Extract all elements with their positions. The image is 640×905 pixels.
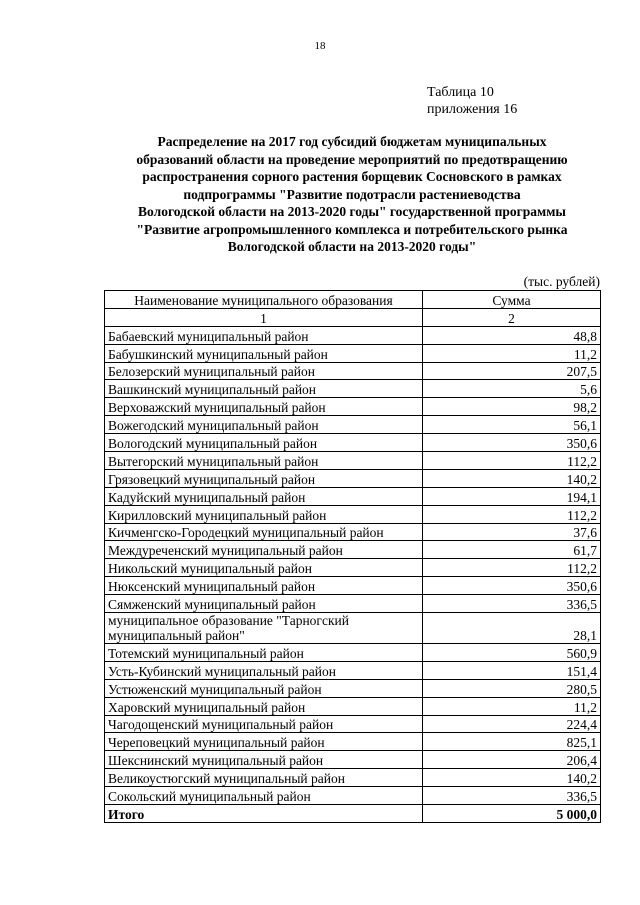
table-row: [105, 613, 601, 644]
table-row: [105, 434, 601, 452]
table-row: [105, 751, 601, 769]
subsidy-amount: 336,5: [423, 787, 601, 805]
table-row: [105, 452, 601, 470]
municipality-name: Тотемский муниципальный район: [105, 644, 423, 662]
table-row: [105, 469, 601, 487]
municipality-name: Вашкинский муниципальный район: [105, 380, 423, 398]
table-row: [105, 326, 601, 344]
municipality-name: Бабаевский муниципальный район: [105, 326, 423, 344]
subsidy-amount: 56,1: [423, 416, 601, 434]
subsidy-amount: 140,2: [423, 469, 601, 487]
municipality-name: Белозерский муниципальный район: [105, 362, 423, 380]
subsidy-amount: 206,4: [423, 751, 601, 769]
subsidy-amount: 98,2: [423, 398, 601, 416]
subsidy-amount: 48,8: [423, 326, 601, 344]
municipality-name: Кирилловский муниципальный район: [105, 505, 423, 523]
page-number: 18: [314, 40, 326, 52]
municipality-name: Великоустюгский муниципальный район: [105, 769, 423, 787]
subsidy-amount: 140,2: [423, 769, 601, 787]
table-row: [105, 577, 601, 595]
table-row: [105, 644, 601, 662]
subsidy-amount: 336,5: [423, 595, 601, 613]
subsidy-amount: 350,6: [423, 434, 601, 452]
municipality-name: Чагодощенский муниципальный район: [105, 715, 423, 733]
title-line: распространения сорного растения борщевик Сосновского в рамках: [142, 169, 562, 184]
table-row: [105, 769, 601, 787]
municipality-name: Грязовецкий муниципальный район: [105, 469, 423, 487]
title-line: Вологодской области на 2013-2020 годы": [227, 239, 477, 254]
table-row: [105, 380, 601, 398]
municipality-name: Усть-Кубинский муниципальный район: [105, 661, 423, 679]
subsidy-amount: 112,2: [423, 452, 601, 470]
subsidy-amount: 151,4: [423, 661, 601, 679]
municipality-name: Харовский муниципальный район: [105, 697, 423, 715]
municipality-name-line: муниципальное образование "Тарногский: [108, 613, 349, 629]
title-line: подпрограммы "Развитие подотрасли растениеводства: [183, 186, 521, 202]
table-row: [105, 541, 601, 559]
title-line: образований области на проведение мероприятий по предотвращению: [136, 151, 568, 167]
title-line: Вологодской области на 2013-2020 годы" государственной программы: [138, 204, 566, 219]
municipality-name: Кадуйский муниципальный район: [105, 487, 423, 505]
municipality-name: Устюженский муниципальный район: [105, 679, 423, 697]
municipality-name: [105, 613, 423, 644]
municipality-name: Вологодский муниципальный район: [105, 434, 423, 452]
column-number-row: [105, 308, 601, 326]
table-row: [105, 487, 601, 505]
document-title: [104, 133, 600, 256]
municipality-name: Вытегорский муниципальный район: [105, 452, 423, 470]
column-number-1: 1: [105, 308, 423, 326]
title-line: "Развитие агропромышленного комплекса и потребительского рынка: [136, 221, 568, 237]
table-row: [105, 787, 601, 805]
table-row: [105, 733, 601, 751]
table-row: [105, 523, 601, 541]
column-number-2: 2: [423, 308, 601, 326]
subsidy-amount: 11,2: [423, 697, 601, 715]
subsidy-amount: 61,7: [423, 541, 601, 559]
title-line: Распределение на 2017 год субсидий бюджетам муниципальных: [157, 134, 547, 149]
municipality-name: Междуреченский муниципальный район: [105, 541, 423, 559]
subsidy-amount: 5,6: [423, 380, 601, 398]
subsidy-table: [104, 290, 601, 823]
municipality-name: Сокольский муниципальный район: [105, 787, 423, 805]
municipality-name: Никольский муниципальный район: [105, 559, 423, 577]
table-reference-line: приложения 16: [427, 102, 518, 117]
municipality-name: Верховажский муниципальный район: [105, 398, 423, 416]
subsidy-amount: 112,2: [423, 559, 601, 577]
table-row: [105, 715, 601, 733]
total-row: [105, 805, 601, 823]
municipality-name: Вожегодский муниципальный район: [105, 416, 423, 434]
subsidy-amount: 560,9: [423, 644, 601, 662]
table-row: [105, 679, 601, 697]
table-reference: [427, 84, 517, 118]
table-row: [105, 559, 601, 577]
unit-label: (тыс. рублей): [523, 274, 600, 289]
subsidy-amount: 280,5: [423, 679, 601, 697]
subsidy-amount: 224,4: [423, 715, 601, 733]
subsidy-amount: 112,2: [423, 505, 601, 523]
subsidy-amount: 11,2: [423, 344, 601, 362]
municipality-name-line: муниципальный район": [108, 628, 245, 644]
total-label: Итого: [105, 805, 423, 823]
municipality-name: Сямженский муниципальный район: [105, 595, 423, 613]
table-row: [105, 344, 601, 362]
subsidy-amount: 194,1: [423, 487, 601, 505]
table-row: [105, 416, 601, 434]
subsidy-amount: 28,1: [423, 613, 601, 644]
municipality-name: Нюксенский муниципальный район: [105, 577, 423, 595]
header-sum: Сумма: [423, 291, 601, 309]
municipality-name: Кичменгско-Городецкий муниципальный район: [105, 523, 423, 541]
subsidy-amount: 37,6: [423, 523, 601, 541]
subsidy-amount: 825,1: [423, 733, 601, 751]
municipality-name: Шекснинский муниципальный район: [105, 751, 423, 769]
table-row: [105, 505, 601, 523]
header-name: Наименование муниципального образования: [105, 291, 423, 309]
table-row: [105, 697, 601, 715]
table-row: [105, 595, 601, 613]
total-amount: 5 000,0: [423, 805, 601, 823]
municipality-name: Череповецкий муниципальный район: [105, 733, 423, 751]
table-header-row: [105, 291, 601, 309]
table-row: [105, 362, 601, 380]
table-reference-line: Таблица 10: [427, 85, 494, 100]
municipality-name: Бабушкинский муниципальный район: [105, 344, 423, 362]
table-row: [105, 398, 601, 416]
table-row: [105, 661, 601, 679]
subsidy-amount: 350,6: [423, 577, 601, 595]
subsidy-amount: 207,5: [423, 362, 601, 380]
